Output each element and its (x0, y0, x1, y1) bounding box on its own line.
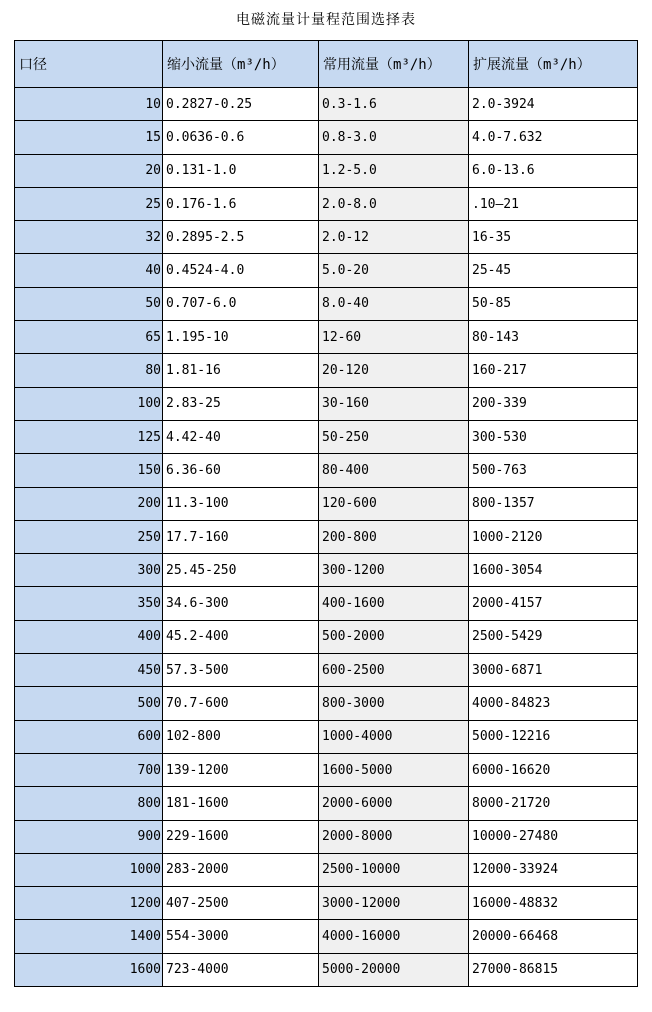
cell-diameter: 400 (15, 620, 163, 653)
cell-extended_flow: 800-1357 (469, 487, 638, 520)
table-row (15, 221, 638, 254)
cell-reduced_flow: 102-800 (163, 720, 319, 753)
cell-diameter: 1400 (15, 920, 163, 953)
table-row (15, 853, 638, 886)
cell-common_flow: 300-1200 (319, 554, 469, 587)
cell-extended_flow: 25-45 (469, 254, 638, 287)
cell-diameter: 600 (15, 720, 163, 753)
table-row (15, 454, 638, 487)
cell-diameter: 150 (15, 454, 163, 487)
cell-diameter: 20 (15, 154, 163, 187)
cell-extended_flow: 12000-33924 (469, 853, 638, 886)
cell-reduced_flow: 283-2000 (163, 853, 319, 886)
cell-common_flow: 5.0-20 (319, 254, 469, 287)
cell-diameter: 15 (15, 121, 163, 154)
cell-reduced_flow: 34.6-300 (163, 587, 319, 620)
cell-reduced_flow: 25.45-250 (163, 554, 319, 587)
table-row (15, 487, 638, 520)
cell-common_flow: 2.0-12 (319, 221, 469, 254)
table-row (15, 953, 638, 986)
cell-diameter: 40 (15, 254, 163, 287)
cell-extended_flow: 2000-4157 (469, 587, 638, 620)
cell-common_flow: 30-160 (319, 387, 469, 420)
cell-extended_flow: 5000-12216 (469, 720, 638, 753)
table-row (15, 620, 638, 653)
cell-common_flow: 3000-12000 (319, 887, 469, 920)
cell-reduced_flow: 1.81-16 (163, 354, 319, 387)
cell-extended_flow: 4000-84823 (469, 687, 638, 720)
cell-common_flow: 500-2000 (319, 620, 469, 653)
cell-common_flow: 4000-16000 (319, 920, 469, 953)
cell-diameter: 50 (15, 287, 163, 320)
cell-reduced_flow: 4.42-40 (163, 420, 319, 453)
cell-diameter: 80 (15, 354, 163, 387)
header-cell-common_flow: 常用流量（m³/h） (319, 41, 469, 88)
cell-diameter: 10 (15, 88, 163, 121)
table-row (15, 887, 638, 920)
cell-reduced_flow: 45.2-400 (163, 620, 319, 653)
cell-diameter: 125 (15, 420, 163, 453)
table-row (15, 154, 638, 187)
cell-common_flow: 1000-4000 (319, 720, 469, 753)
cell-reduced_flow: 181-1600 (163, 787, 319, 820)
cell-diameter: 100 (15, 387, 163, 420)
table-row (15, 587, 638, 620)
cell-extended_flow: 2.0-3924 (469, 88, 638, 121)
cell-extended_flow: 10000-27480 (469, 820, 638, 853)
table-row (15, 254, 638, 287)
cell-extended_flow: 27000-86815 (469, 953, 638, 986)
table-body (15, 88, 638, 987)
cell-reduced_flow: 1.195-10 (163, 321, 319, 354)
cell-reduced_flow: 17.7-160 (163, 520, 319, 553)
cell-extended_flow: 200-339 (469, 387, 638, 420)
cell-extended_flow: 80-143 (469, 321, 638, 354)
cell-diameter: 1000 (15, 853, 163, 886)
cell-common_flow: 200-800 (319, 520, 469, 553)
table-row (15, 121, 638, 154)
cell-diameter: 800 (15, 787, 163, 820)
cell-common_flow: 8.0-40 (319, 287, 469, 320)
cell-reduced_flow: 0.2895-2.5 (163, 221, 319, 254)
cell-extended_flow: 6.0-13.6 (469, 154, 638, 187)
cell-extended_flow: 3000-6871 (469, 654, 638, 687)
cell-common_flow: 600-2500 (319, 654, 469, 687)
cell-diameter: 450 (15, 654, 163, 687)
cell-extended_flow: 8000-21720 (469, 787, 638, 820)
cell-diameter: 500 (15, 687, 163, 720)
cell-common_flow: 2000-6000 (319, 787, 469, 820)
cell-reduced_flow: 407-2500 (163, 887, 319, 920)
cell-common_flow: 5000-20000 (319, 953, 469, 986)
flow-range-table (14, 40, 638, 987)
cell-extended_flow: 20000-66468 (469, 920, 638, 953)
table-row (15, 753, 638, 786)
table-row (15, 187, 638, 220)
cell-reduced_flow: 57.3-500 (163, 654, 319, 687)
table-row (15, 520, 638, 553)
header-cell-extended_flow: 扩展流量（m³/h） (469, 41, 638, 88)
cell-common_flow: 20-120 (319, 354, 469, 387)
cell-extended_flow: 16-35 (469, 221, 638, 254)
cell-extended_flow: 300-530 (469, 420, 638, 453)
cell-extended_flow: 500-763 (469, 454, 638, 487)
cell-diameter: 900 (15, 820, 163, 853)
table-row (15, 787, 638, 820)
table-row (15, 88, 638, 121)
cell-extended_flow: 2500-5429 (469, 620, 638, 653)
cell-diameter: 350 (15, 587, 163, 620)
cell-common_flow: 1600-5000 (319, 753, 469, 786)
cell-common_flow: 1.2-5.0 (319, 154, 469, 187)
cell-extended_flow: 6000-16620 (469, 753, 638, 786)
cell-reduced_flow: 723-4000 (163, 953, 319, 986)
cell-reduced_flow: 0.131-1.0 (163, 154, 319, 187)
cell-extended_flow: 50-85 (469, 287, 638, 320)
cell-common_flow: 50-250 (319, 420, 469, 453)
cell-reduced_flow: 11.3-100 (163, 487, 319, 520)
cell-reduced_flow: 70.7-600 (163, 687, 319, 720)
table-row (15, 321, 638, 354)
cell-reduced_flow: 0.2827-0.25 (163, 88, 319, 121)
table-row (15, 420, 638, 453)
cell-common_flow: 80-400 (319, 454, 469, 487)
cell-common_flow: 0.8-3.0 (319, 121, 469, 154)
table-row (15, 820, 638, 853)
table-row (15, 654, 638, 687)
cell-common_flow: 800-3000 (319, 687, 469, 720)
cell-reduced_flow: 0.0636-0.6 (163, 121, 319, 154)
cell-diameter: 250 (15, 520, 163, 553)
table-row (15, 687, 638, 720)
cell-diameter: 300 (15, 554, 163, 587)
table-row (15, 920, 638, 953)
cell-reduced_flow: 6.36-60 (163, 454, 319, 487)
cell-reduced_flow: 0.4524-4.0 (163, 254, 319, 287)
cell-diameter: 25 (15, 187, 163, 220)
cell-common_flow: 2500-10000 (319, 853, 469, 886)
table-header (15, 41, 638, 88)
cell-common_flow: 400-1600 (319, 587, 469, 620)
header-cell-reduced_flow: 缩小流量（m³/h） (163, 41, 319, 88)
header-row (15, 41, 638, 88)
cell-diameter: 200 (15, 487, 163, 520)
table-row (15, 354, 638, 387)
cell-reduced_flow: 0.176-1.6 (163, 187, 319, 220)
cell-extended_flow: 1000-2120 (469, 520, 638, 553)
cell-reduced_flow: 139-1200 (163, 753, 319, 786)
cell-reduced_flow: 0.707-6.0 (163, 287, 319, 320)
cell-diameter: 65 (15, 321, 163, 354)
cell-reduced_flow: 229-1600 (163, 820, 319, 853)
cell-common_flow: 2.0-8.0 (319, 187, 469, 220)
cell-diameter: 1200 (15, 887, 163, 920)
cell-extended_flow: 160-217 (469, 354, 638, 387)
cell-common_flow: 120-600 (319, 487, 469, 520)
table-row (15, 387, 638, 420)
cell-common_flow: 2000-8000 (319, 820, 469, 853)
cell-reduced_flow: 554-3000 (163, 920, 319, 953)
header-cell-diameter: 口径 (15, 41, 163, 88)
cell-extended_flow: 1600-3054 (469, 554, 638, 587)
cell-common_flow: 0.3-1.6 (319, 88, 469, 121)
cell-diameter: 32 (15, 221, 163, 254)
table-row (15, 287, 638, 320)
cell-reduced_flow: 2.83-25 (163, 387, 319, 420)
table-row (15, 720, 638, 753)
table-row (15, 554, 638, 587)
cell-extended_flow: .10—21 (469, 187, 638, 220)
cell-diameter: 700 (15, 753, 163, 786)
cell-common_flow: 12-60 (319, 321, 469, 354)
cell-extended_flow: 16000-48832 (469, 887, 638, 920)
cell-diameter: 1600 (15, 953, 163, 986)
page-title: 电磁流量计量程范围选择表 (236, 12, 416, 28)
cell-extended_flow: 4.0-7.632 (469, 121, 638, 154)
